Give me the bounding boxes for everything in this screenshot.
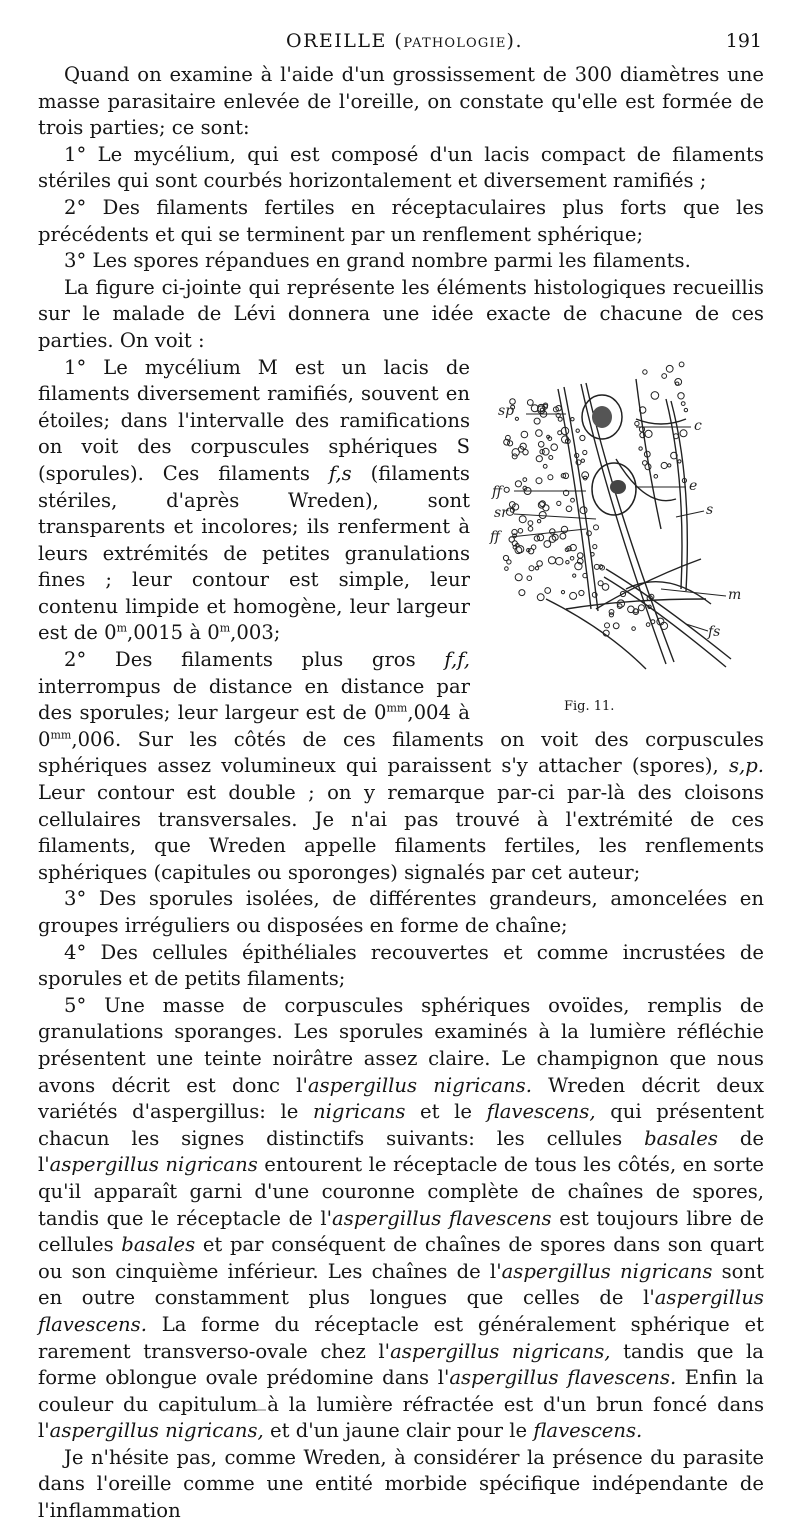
spore: [566, 560, 569, 563]
spore: [519, 515, 526, 522]
label-ff-1: ff: [492, 483, 502, 500]
leader-line: [676, 511, 704, 517]
paragraph-figure-intro: La figure ci-jointe qui représente les éléments histologiques recueillis sur le malade de Lévi donnera une idée exacte de chacune de ces parties. On voit :: [38, 275, 764, 352]
spore: [602, 583, 609, 590]
label-e: e: [689, 477, 698, 494]
cell-nucleus: [610, 480, 626, 494]
spore: [515, 417, 518, 420]
spore: [632, 626, 636, 630]
spore: [666, 365, 673, 372]
spore: [558, 417, 562, 421]
spore: [535, 566, 538, 569]
spore: [570, 592, 577, 599]
spore: [547, 435, 550, 438]
spore: [551, 443, 558, 450]
sporangium-core: [592, 406, 612, 428]
leader-line: [661, 589, 726, 596]
mycelium-illustration: [486, 359, 756, 689]
spore: [654, 474, 658, 478]
spore: [521, 431, 528, 438]
spore: [661, 462, 667, 468]
paragraph-item-3: 3° Les spores répandues en grand nombre parmi les filaments.: [64, 249, 691, 273]
body-text: [38, 62, 764, 1525]
figure-11: [482, 359, 764, 719]
paragraph-conclusion: Je n'hésite pas, comme Wreden, à considérer la présence du parasite dans l'oreille comme une entité morbide spécifique indépendante de l'inflammation: [38, 1445, 764, 1523]
spore: [538, 441, 544, 447]
paragraph-fertile-filaments: 2° Des filaments plus gros f,f, interrompus de distance en distance par des sporules; leur largeur est de $0^{mm},004$ à $0^{mm},006$. Sur les côtés de ces filaments on voit des corpuscules sphériques assez volumineux qui paraissent s'y attacher (spores), s,p. Leur contour est double ; on y remarque par-ci par-là des cloisons cellulaires transversales. Je n'ai pas trouvé à l'extrémité de ces filaments, que Wreden appelle filaments fertiles, les renflements sphériques (capitules ou sporonges) signalés par cet auteur;: [38, 648, 764, 884]
spore: [556, 557, 563, 564]
spore: [505, 566, 509, 570]
paragraph-item-1: 1° Le mycélium, qui est composé d'un lacis compact de filaments stériles qui sont courbés horizontalement et diversement ramifiés ;: [38, 142, 764, 193]
spore: [628, 606, 635, 613]
spore: [643, 369, 647, 373]
spore: [537, 534, 543, 540]
spore: [645, 430, 652, 437]
spore: [660, 622, 667, 629]
spore: [534, 418, 540, 424]
spore: [538, 501, 544, 507]
spore: [561, 590, 564, 593]
spore: [527, 575, 532, 580]
filament: [546, 599, 646, 669]
spore: [639, 446, 642, 449]
spore: [519, 589, 525, 595]
label-sp: sp: [498, 402, 515, 419]
spore: [508, 440, 513, 445]
spore: [646, 622, 650, 626]
figure-caption: Fig. 11.: [564, 698, 615, 714]
print-marks: [160, 1405, 280, 1415]
spore: [571, 498, 575, 502]
spore: [651, 391, 659, 399]
label-s: s: [706, 501, 714, 518]
spore: [518, 528, 523, 533]
spore: [662, 373, 667, 378]
spore: [579, 590, 584, 595]
spore: [557, 501, 561, 505]
spore: [566, 506, 572, 512]
spore: [537, 519, 540, 522]
spore: [548, 474, 553, 479]
paragraph-item-2: 2° Des filaments fertiles en réceptaculaires plus forts que les précédents et qui se terminent par un renflement sphérique;: [38, 195, 764, 246]
spore: [503, 555, 508, 560]
paragraph-aspergillus: 5° Une masse de corpuscules sphériques ovoïdes, remplis de granulations sporanges. Les sporules examinés à la lumière réfléchie présentent une teinte noirâtre assez claire. Le champignon que nous avons décrit est donc l'aspergillus nigricans. Wreden décrit deux variétés d'aspergillus: le nigricans et le flavescens, qui présentent chacun les signes distinctifs suivants: les cellules basales de l'aspergillus nigricans entourent le réceptacle de tous les côtés, en sorte qu'il apparaît garni d'une couronne complète de chaînes de spores, tandis que le réceptacle de l'aspergillus flavescens est toujours libre de cellules basales et par conséquent de chaînes de spores dans son quart ou son cinquième inférieur. Les chaînes de l'aspergillus nigricans sont en outre constamment plus longues que celles de l'aspergillus flavescens. La forme du réceptacle est généralement sphérique et rarement transverso-ovale chez l'aspergillus nigricans, tandis que la forme oblongue ovale prédomine dans l'aspergillus flavescens. Enfin la couleur du capitulum à la lumière réfractée est d'un brun foncé dans l'aspergillus nigricans, et d'un jaune clair pour le flavescens.: [38, 993, 765, 1443]
spore: [684, 408, 687, 411]
paragraph-mycelium: 1° Le mycélium M est un lacis de filaments diversement ramifiés, souvent en étoiles; dans l'intervalle des ramifications on voit des corpuscules sphériques S (sporules). Ces filaments f,s (filaments stériles, d'après Wreden), sont transparents et incolores; ils renferment à leurs extrémités de petites granulations fines ; leur contour est simple, leur contenu limpide et homogène, leur largeur est de 0$^m$,0015 à 0$^m$,003;: [38, 355, 470, 645]
spore: [680, 429, 687, 436]
spore: [573, 574, 576, 577]
spore: [678, 459, 681, 462]
spore: [539, 511, 546, 518]
spore: [536, 477, 542, 483]
spore: [576, 429, 579, 432]
page-number: 191: [725, 30, 762, 52]
paragraph-sporules: 3° Des sporules isolées, de différentes grandeurs, amoncelées en groupes irréguliers ou disposées en forme de chaîne;: [38, 887, 764, 937]
label-sr: sr: [494, 504, 508, 521]
spore: [571, 417, 574, 420]
filament: [636, 379, 661, 529]
spore: [668, 463, 671, 466]
spore: [580, 506, 587, 513]
spore: [678, 392, 684, 398]
spore: [531, 544, 536, 549]
filament: [671, 401, 687, 591]
spore: [577, 552, 583, 558]
spore: [527, 399, 533, 405]
header-title: OREILLE (PATHOLOGIE).: [286, 30, 523, 52]
spore: [537, 560, 543, 566]
spore: [681, 401, 685, 405]
paragraph-intro: Quand on examine à l'aide d'un grossissement de 300 diamètres une masse parasitaire enlevée de l'oreille, on constate qu'elle est formée de trois parties; ce sont:: [38, 63, 764, 140]
spore: [570, 556, 574, 560]
spore: [613, 622, 619, 628]
spore: [548, 556, 555, 563]
spore: [580, 435, 585, 440]
spore: [583, 450, 587, 454]
spore: [523, 477, 527, 481]
spore: [504, 487, 509, 492]
filament: [566, 599, 706, 609]
spore: [638, 604, 644, 610]
leader-line: [686, 624, 708, 631]
label-ff-2: ff: [490, 528, 500, 545]
spore: [582, 471, 589, 478]
spore: [581, 459, 584, 462]
spore: [643, 460, 648, 465]
spore: [534, 535, 539, 540]
filament: [636, 419, 686, 424]
spore: [536, 429, 543, 436]
spore: [635, 421, 639, 425]
spore: [545, 587, 551, 593]
filament: [581, 384, 666, 664]
spore: [515, 573, 522, 580]
spore: [560, 533, 566, 539]
spore: [679, 362, 684, 367]
spore: [537, 593, 544, 600]
spore: [550, 528, 555, 533]
label-m: m: [728, 586, 742, 603]
figure-labels: [489, 403, 741, 640]
spore: [609, 612, 613, 616]
spore: [528, 526, 533, 531]
spore: [593, 544, 597, 548]
label-fs: fs: [708, 623, 721, 640]
spore: [549, 455, 553, 459]
paragraph-epithelial: 4° Des cellules épithéliales recouvertes et comme incrustées de sporules et de petits filaments;: [38, 940, 764, 991]
spore: [515, 480, 521, 486]
spore: [529, 565, 534, 570]
label-c: c: [694, 417, 702, 434]
spore: [594, 524, 599, 529]
spore: [543, 464, 547, 468]
spore: [528, 520, 533, 525]
spore: [509, 536, 514, 541]
running-header: [38, 30, 762, 58]
spore: [536, 455, 542, 461]
filament: [596, 559, 701, 609]
spore: [605, 622, 610, 627]
